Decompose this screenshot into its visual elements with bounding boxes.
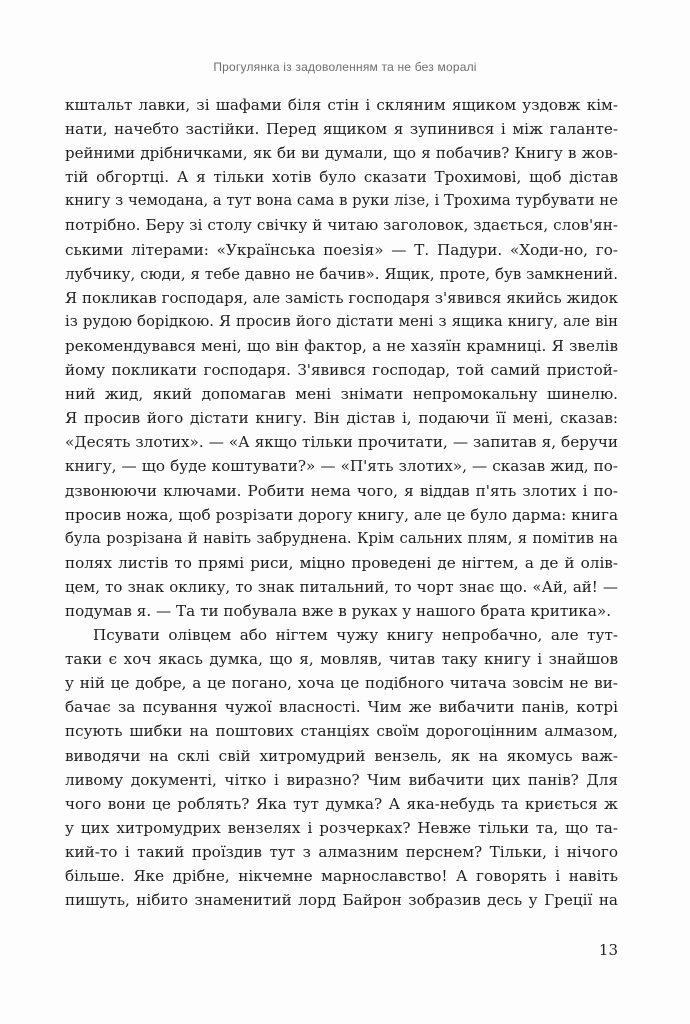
text-line: Я просив його дістати книгу. Він дістав і, подаючи її мені, сказав: bbox=[65, 409, 618, 428]
text-line: виводячи на склі свій хитромудрий вензель, як на якомусь важ- bbox=[65, 746, 618, 765]
text-line: ний жид, який допомагав мені знімати непромокальну шинелю. bbox=[65, 385, 618, 404]
text-line: кштальт лавки, зі шафами біля стін і скляним ящиком уздовж кім- bbox=[65, 96, 618, 114]
text-line: полях листів то прямі риси, міцно проведені де нігтем, а де й олів- bbox=[65, 553, 618, 572]
text-line: подумав я. — Та ти побувала вже в руках у нашого брата критика». bbox=[65, 601, 612, 620]
text-line: ськими літерами: «Українська поезія» — Т. Падури. «Ходи-но, го- bbox=[65, 240, 618, 259]
body-text bbox=[65, 93, 618, 912]
text-line: більше. Яке дрібне, нікчемне марнославство! А говорять і навіть bbox=[65, 867, 618, 885]
text-line: нати, начебто застійки. Перед ящиком я зупинився і між галанте- bbox=[65, 120, 618, 139]
text-line: дзвонюючи ключами. Робити нема чого, я віддав п'ять злотих і по- bbox=[65, 481, 618, 500]
text-line: була розрізана й навіть забруднена. Крім сальних плям, я помітив на bbox=[65, 529, 618, 547]
text-line: чого вони це роблять? Яка тут думка? А яка-небудь та криється ж bbox=[65, 794, 618, 813]
text-line: тій обгортці. А я тільки хотів було сказати Трохимові, щоб дістав bbox=[65, 168, 618, 187]
text-line: пишуть, нібито знаменитий лорд Байрон зобразив десь у Греції на bbox=[65, 891, 618, 910]
text-line: кий-то і такий проїздив тут з алмазним перснем? Тільки, і нічого bbox=[65, 842, 618, 861]
page-number: 13 bbox=[598, 941, 618, 959]
text-line: цем, то знак оклику, то знак питальний, то чорт знає що. «Ай, ай! — bbox=[65, 577, 618, 596]
text-line: із рудою борідкою. Я просив його дістати мені з ящика книгу, але він bbox=[65, 312, 618, 330]
text-line: Псувати олівцем або нігтем чужу книгу непробачно, але тут- bbox=[93, 626, 618, 645]
running-head: Прогулянка із задоволенням та не без моралі bbox=[213, 60, 477, 74]
text-line: йому покликати господаря. З'явився господар, той самий пристой- bbox=[65, 361, 618, 380]
text-line: книгу, — що буде коштувати?» — «П'ять злотих», — сказав жид, по- bbox=[65, 457, 618, 476]
text-line: просив ножа, щоб розрізати дорогу книгу, але це було дарма: книга bbox=[65, 505, 618, 524]
text-line: у ній це добре, а це погано, хоча це подібного читача зовсім не ви- bbox=[65, 674, 618, 693]
text-line: Я покликав господаря, але замість господаря з'явився якийсь жидок bbox=[65, 288, 618, 307]
text-line: псують шибки на поштових станціях своїм дорогоцінним алмазом, bbox=[65, 722, 618, 741]
text-line: рейними дрібничками, як би ви думали, що я побачив? Книгу в жов- bbox=[65, 144, 618, 163]
text-line: потрібно. Беру зі столу свічку й читаю заголовок, здається, слов'ян- bbox=[65, 216, 618, 235]
paragraph-1 bbox=[65, 93, 618, 623]
text-line: «Десять злотих». — «А якщо тільки прочитати, — запитав я, беручи bbox=[65, 433, 618, 452]
text-line: рекомендувався мені, що він фактор, а не хазяїн крамниці. Я звелів bbox=[65, 336, 618, 355]
text-line: лубчику, сюди, я тебе давно не бачив». Ящик, проте, був замкнений. bbox=[65, 264, 618, 283]
text-line: ливому документі, чітко і виразно? Чим вибачити цих панів? Для bbox=[65, 770, 618, 789]
text-line: у цих хитромудрих вензелях і розчерках? Невже тільки та, що та- bbox=[65, 818, 618, 837]
text-line: таки є хоч якась думка, що я, мовляв, читав таку книгу і знайшов bbox=[65, 650, 618, 669]
text-line: книгу з чемодана, а тут вона сама в руки лізе, і Трохима турбувати не bbox=[65, 192, 618, 210]
paragraph-2 bbox=[65, 623, 618, 912]
text-line: бачає за псування чужої власності. Чим же вибачити панів, котрі bbox=[65, 698, 618, 717]
